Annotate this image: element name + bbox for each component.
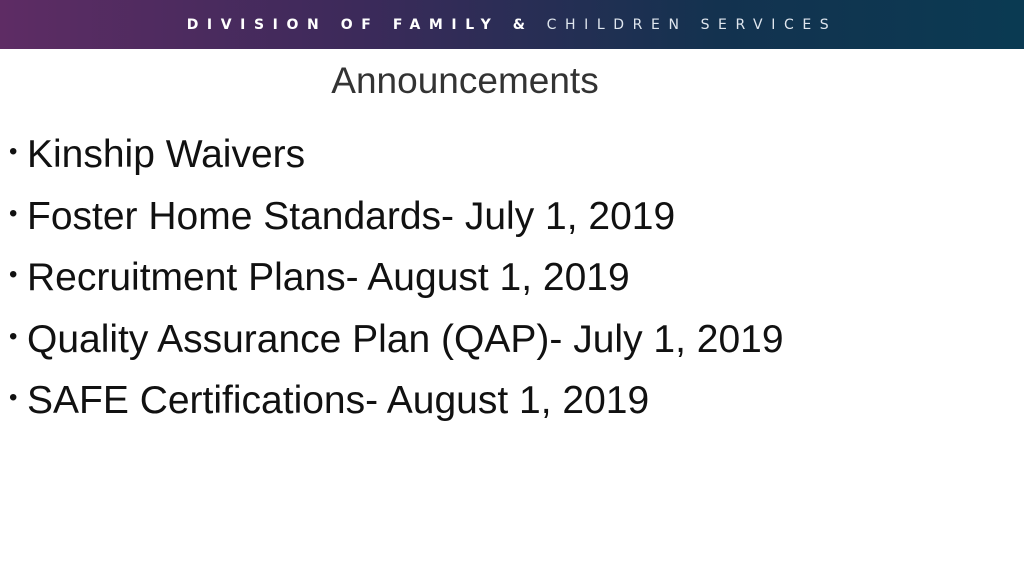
bullet-icon: • [9,322,18,350]
announcement-list [9,133,784,441]
announcement-item [9,318,784,380]
banner-title-light: CHILDREN SERVICES [546,16,838,33]
announcement-item [9,195,784,257]
bullet-icon: • [9,261,18,288]
announcement-item [9,133,784,195]
announcement-label: Recruitment Plans- August 1, 2019 [27,256,630,299]
header-banner [0,0,1024,49]
banner-title-bold: DIVISION OF FAMILY & [186,16,534,33]
announcement-label: Foster Home Standards- July 1, 2019 [27,194,676,238]
bullet-icon: • [9,199,18,227]
bullet-icon: • [9,384,18,411]
announcement-label: Kinship Waivers [27,133,306,176]
announcement-label: SAFE Certifications- August 1, 2019 [27,379,650,422]
announcement-item [9,256,784,318]
banner-title [187,17,838,33]
announcement-label: Quality Assurance Plan (QAP)- July 1, 2019 [27,317,784,361]
slide-title: Announcements [331,60,599,101]
bullet-icon: • [9,138,18,165]
announcement-item [9,379,784,441]
